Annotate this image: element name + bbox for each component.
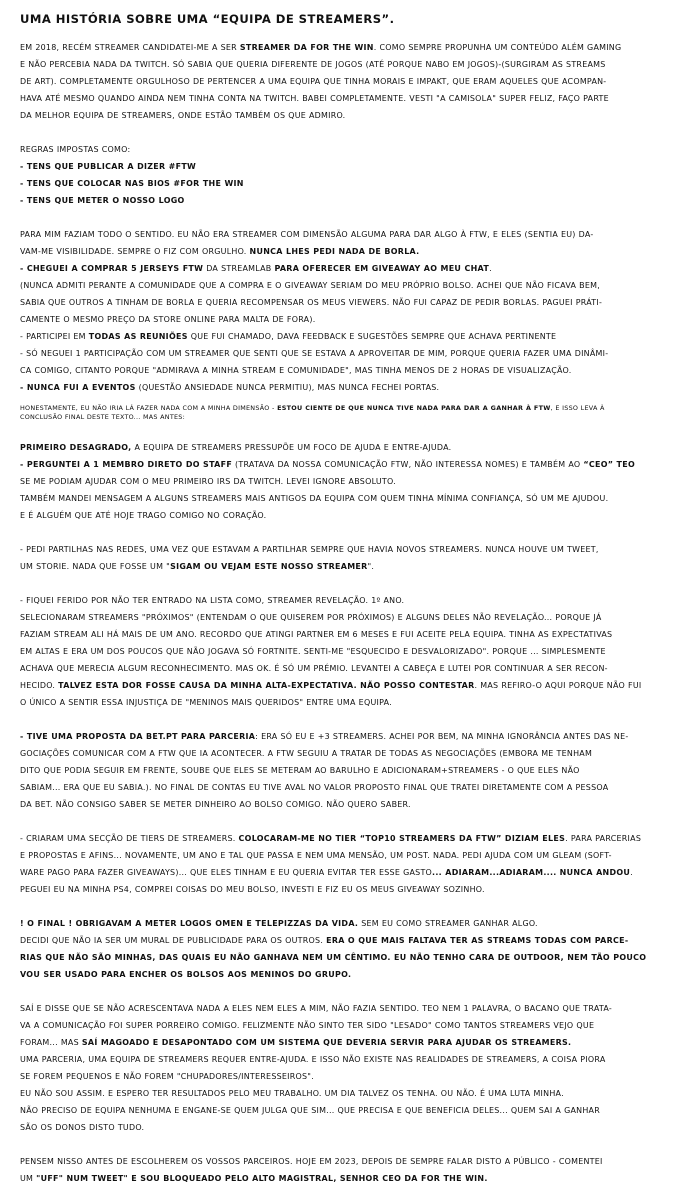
bold-text: NUNCA ANDOU: [559, 868, 631, 877]
bold-text: - TIVE UMA PROPOSTA DA BET.PT PARA PARCERIA: [20, 732, 256, 741]
paragraph: [20, 830, 657, 898]
text-segment: VAM-ME VISIBILIDADE. SEMPRE O FIZ COM ORGULHO.: [20, 247, 250, 256]
text-line: [20, 558, 657, 575]
text-line: [20, 294, 657, 311]
text-segment: . PARA PARCERIAS: [565, 834, 642, 843]
paragraph: [20, 541, 657, 575]
text-segment: , E ISSO LEVA À: [550, 404, 605, 412]
text-line: [20, 413, 657, 422]
paragraph-spacer: [20, 813, 657, 830]
text-line: [20, 949, 657, 966]
bold-text: ESTOU CIENTE DE QUE NUNCA TIVE NADA PARA DAR A GANHAR À FTW: [277, 404, 551, 412]
text-line: [20, 473, 657, 490]
text-line: [20, 915, 657, 932]
bold-text: TODAS AS REUNIÕES: [88, 332, 188, 341]
text-line: [20, 277, 657, 294]
text-segment: (NUNCA ADMITI PERANTE A COMUNIDADE QUE A COMPRA E O GIVEAWAY SERIAM DO MEU PRÓPRIO BOLSO. ACHEI QUE NÃO FICAVA BEM,: [20, 281, 601, 290]
text-line: [20, 779, 657, 796]
text-segment: HONESTAMENTE, EU NÃO IRIA LÁ FAZER NADA COM A MINHA DIMENSÃO -: [20, 404, 278, 412]
text-segment: - PEDI PARTILHAS NAS REDES, UMA VEZ QUE ESTAVAM A PARTILHAR SEMPRE QUE HAVIA NOVOS STREAMERS. NUNCA HOUVE UM TWEET,: [20, 545, 599, 554]
text-line: [20, 1068, 657, 1085]
text-line: [20, 677, 657, 694]
bold-text: RIAS QUE NÃO SÃO MINHAS, DAS QUAIS EU NÃO GANHAVA NEM UM CÊNTIMO. EU NÃO TENHO CARA DE OUTDOOR, NEM TÃO POUCO: [20, 953, 647, 962]
text-line: [20, 762, 657, 779]
text-segment: REGRAS IMPOSTAS COMO:: [20, 145, 131, 154]
text-line: [20, 107, 657, 124]
text-segment: . COMO SEMPRE PROPUNHA UM CONTEÚDO ALÉM GAMING: [373, 43, 622, 52]
text-line: [20, 1085, 657, 1102]
text-line: [20, 192, 657, 209]
paragraph-spacer: [20, 422, 657, 439]
text-segment: - SÓ NEGUEI 1 PARTICIPAÇÃO COM UM STREAMER QUE SENTI QUE SE ESTAVA A APROVEITAR DE MIM, PORQUE QUERIA FAZER UMA DINÂMI-: [20, 349, 609, 358]
text-line: [20, 643, 657, 660]
paragraph: [20, 141, 657, 209]
bold-text: - TENS QUE PUBLICAR A DIZER #FTW: [20, 162, 197, 171]
text-line: [20, 1170, 657, 1187]
text-line: [20, 362, 657, 379]
text-segment: CONCLUSÃO FINAL DESTE TEXTO... MAS ANTES:: [20, 413, 185, 421]
paragraph: [20, 915, 657, 983]
bold-text: NUNCA LHES PEDI NADA DE BORLA.: [249, 247, 420, 256]
text-line: [20, 541, 657, 558]
paragraph: [20, 1000, 657, 1136]
bold-text: ERA O QUE MAIS FALTAVA TER AS STREAMS TODAS COM PARCE-: [326, 936, 629, 945]
text-line: [20, 141, 657, 158]
paragraph-spacer: [20, 898, 657, 915]
text-line: [20, 56, 657, 73]
text-line: [20, 73, 657, 90]
text-line: [20, 243, 657, 260]
text-line: [20, 626, 657, 643]
text-segment: EM 2018, RECÉM STREAMER CANDIDATEI-ME A SER: [20, 43, 240, 52]
text-segment: WARE PAGO PARA FAZER GIVEAWAYS)... QUE ELES TINHAM E EU QUERIA EVITAR TER ESSE GASTO: [20, 868, 433, 877]
text-segment: HECIDO.: [20, 681, 59, 690]
text-segment: SE FOREM PEQUENOS E NÃO FOREM "CHUPADORES/INTERESSEIROS".: [20, 1072, 314, 1081]
text-line: [20, 226, 657, 243]
text-line: [20, 660, 657, 677]
text-segment: EU NÃO SOU ASSIM. E ESPERO TER RESULTADOS PELO MEU TRABALHO. UM DIA TALVEZ OS TENHA. OU NÃO. É UMA LUTA MINHA.: [20, 1089, 564, 1098]
bold-text: - TENS QUE COLOCAR NAS BIOS #FOR THE WIN: [20, 179, 244, 188]
text-line: [20, 328, 657, 345]
text-segment: FORAM... MAS: [20, 1038, 82, 1047]
text-line: [20, 728, 657, 745]
bold-text: - PERGUNTEI A 1 MEMBRO DIRETO DO STAFF: [20, 460, 233, 469]
text-line: [20, 966, 657, 983]
text-line: [20, 694, 657, 711]
text-segment: UM: [20, 1174, 37, 1183]
text-segment: DE ART). COMPLETAMENTE ORGULHOSO DE PERTENCER A UMA EQUIPA QUE TINHA MORAIS E IMPAKT, QUE ERAM AQUELES QUE ACOMPAN-: [20, 77, 607, 86]
text-segment: PARA MIM FAZIAM TODO O SENTIDO. EU NÃO ERA STREAMER COM DIMENSÃO ALGUMA PARA DAR ALGO À FTW, E ELES (SENTIA EU) DA-: [20, 230, 594, 239]
paragraph: [20, 39, 657, 124]
text-line: [20, 864, 657, 881]
text-line: [20, 847, 657, 864]
text-line: [20, 796, 657, 813]
text-line: [20, 1034, 657, 1051]
text-line: [20, 507, 657, 524]
document-title: UMA HISTÓRIA SOBRE UMA “EQUIPA DE STREAMERS”.: [20, 12, 395, 26]
text-line: [20, 1119, 657, 1136]
text-line: [20, 39, 657, 56]
bold-text: SIGAM OU VEJAM ESTE NOSSO STREAMER: [170, 562, 368, 571]
text-line: [20, 1153, 657, 1170]
text-segment: .: [630, 868, 633, 877]
text-line: [20, 345, 657, 362]
text-segment: SEM EU COMO STREAMER GANHAR ALGO.: [358, 919, 538, 928]
bold-text: PRIMEIRO DESAGRADO,: [20, 443, 132, 452]
text-segment: ".: [367, 562, 375, 571]
text-line: [20, 1000, 657, 1017]
text-segment: (TRATAVA DA NOSSA COMUNICAÇÃO FTW, NÃO INTERESSA NOMES) E TAMBÉM AO: [232, 460, 584, 469]
text-line: [20, 379, 657, 396]
text-line: [20, 609, 657, 626]
text-line: [20, 490, 657, 507]
text-segment: DA BET. NÃO CONSIGO SABER SE METER DINHEIRO AO BOLSO COMIGO. NÃO QUERO SABER.: [20, 800, 411, 809]
text-segment: . MAS REFIRO-O AQUI PORQUE NÃO FUI: [474, 681, 642, 690]
text-segment: DA STREAMLAB: [203, 264, 275, 273]
bold-text: SAÍ MAGOADO E DESAPONTADO COM UM SISTEMA QUE DEVERIA SERVIR PARA AJUDAR OS STREAMERS.: [81, 1038, 572, 1047]
text-segment: VA A COMUNICAÇÃO FOI SUPER PORREIRO COMIGO. FELIZMENTE NÃO SINTO TER SIDO "LESADO" COMO TANTOS STREAMERS VEJO QUE: [20, 1021, 595, 1030]
bold-text: ! O FINAL ! OBRIGAVAM A METER LOGOS OMEN E TELEPIZZAS DA VIDA.: [20, 919, 359, 928]
paragraph: [20, 592, 657, 711]
paragraph: [20, 1153, 657, 1187]
paragraph-spacer: [20, 983, 657, 1000]
text-line: [20, 1102, 657, 1119]
text-segment: SE ME PODIAM AJUDAR COM O MEU PRIMEIRO IRS DA TWITCH. LEVEI IGNORE ABSOLUTO.: [20, 477, 396, 486]
paragraph: [20, 439, 657, 524]
text-line: [20, 1017, 657, 1034]
text-segment: - CRIARAM UMA SECÇÃO DE TIERS DE STREAMERS.: [20, 834, 239, 843]
text-segment: O ÚNICO A SENTIR ESSA INJUSTIÇA DE "MENINOS MAIS QUERIDOS" ENTRE UMA EQUIPA.: [20, 698, 392, 707]
text-line: [20, 456, 657, 473]
text-line: [20, 1051, 657, 1068]
text-segment: CA COMIGO, CITANTO PORQUE "ADMIRAVA A MINHA STREAM E COMUNIDADE", MAS TINHA MENOS DE 2 HORAS DE VISUALIZAÇÃO.: [20, 366, 572, 375]
text-segment: EM ALTAS E ERA UM DOS POUCOS QUE NÃO JOGAVA SÓ FORTNITE. SENTI-ME "ESQUECIDO E DESVALORIZADO". PORQUE ... SIMPLESMENTE: [20, 647, 606, 656]
text-segment: HAVA ATÉ MESMO QUANDO AINDA NEM TINHA CONTA NA TWITCH. BABEI COMPLETAMENTE. VESTI "A CAMISOLA" SUPER FELIZ, FAÇO PARTE: [20, 94, 609, 103]
text-line: [20, 439, 657, 456]
text-line: [20, 404, 657, 413]
bold-text: COLOCARAM-ME NO TIER “TOP10 STREAMERS DA FTW” DIZIAM ELES: [238, 834, 566, 843]
paragraph: [20, 226, 657, 396]
text-segment: A EQUIPA DE STREAMERS PRESSUPÕE UM FOCO DE AJUDA E ENTRE-AJUDA.: [131, 443, 452, 452]
text-segment: .: [489, 264, 492, 273]
small-note-paragraph: [20, 404, 657, 422]
text-line: [20, 932, 657, 949]
text-line: [20, 830, 657, 847]
text-segment: ACHAVA QUE MERECIA ALGUM RECONHECIMENTO. MAS OK. É SÓ UM PRÉMIO. LEVANTEI A CABEÇA E LUTEI POR CONTINUAR A SER RECON-: [20, 664, 608, 673]
bold-text: - CHEGUEI A COMPRAR 5 JERSEYS FTW: [20, 264, 204, 273]
bold-text: “CEO” TEO: [583, 460, 636, 469]
paragraph-spacer: [20, 124, 657, 141]
text-segment: - FIQUEI FERIDO POR NÃO TER ENTRADO NA LISTA COMO, STREAMER REVELAÇÃO. 1º ANO.: [20, 596, 405, 605]
text-line: [20, 158, 657, 175]
paragraph-spacer: [20, 1136, 657, 1153]
text-segment: E É ALGUÉM QUE ATÉ HOJE TRAGO COMIGO NO CORAÇÃO.: [20, 511, 267, 520]
text-segment: DA MELHOR EQUIPA DE STREAMERS, ONDE ESTÃO TAMBÉM OS QUE ADMIRO.: [20, 111, 346, 120]
text-segment: UM STORIE. NADA QUE FOSSE UM ": [20, 562, 171, 571]
paragraph-spacer: [20, 396, 657, 404]
bold-text: "UFF" NUM TWEET" E SOU BLOQUEADO PELO ALTO MAGISTRAL, SENHOR CEO DA FOR THE WIN.: [36, 1174, 488, 1183]
text-line: [20, 175, 657, 192]
text-line: [20, 90, 657, 107]
text-segment: SAÍ E DISSE QUE SE NÃO ACRESCENTAVA NADA A ELES NEM ELES A MIM, NÃO FAZIA SENTIDO. TEO NEM 1 PALAVRA, O BACANO QUE TRATA-: [20, 1004, 612, 1013]
paragraph: [20, 728, 657, 813]
text-line: [20, 260, 657, 277]
bold-text: STREAMER DA FOR THE WIN: [239, 43, 374, 52]
bold-text: - TENS QUE METER O NOSSO LOGO: [20, 196, 185, 205]
document-body: [20, 39, 657, 1187]
text-line: [20, 745, 657, 762]
bold-text: VOU SER USADO PARA ENCHER OS BOLSOS AOS MENINOS DO GRUPO.: [20, 970, 352, 979]
text-segment: CAMENTE O MESMO PREÇO DA STORE ONLINE PARA MALTA DE FORA).: [20, 315, 316, 324]
text-segment: NÃO PRECISO DE EQUIPA NENHUMA E ENGANE-SE QUEM JULGA QUE SIM... QUE PRECISA E QUE BENEFICIA DELES... QUEM SAI A GANHAR: [20, 1106, 601, 1115]
bold-text: - NUNCA FUI A EVENTOS: [20, 383, 136, 392]
paragraph-spacer: [20, 209, 657, 226]
text-segment: DITO QUE PODIA SEGUIR EM FRENTE, SOUBE QUE ELES SE METERAM AO BARULHO E ADICIONARAM+STREAMERS - O QUE ELES NÃO: [20, 766, 580, 775]
text-segment: SABIAM... ERA QUE EU SABIA.). NO FINAL DE CONTAS EU TIVE AVAL NO VALOR PROPOSTO FINAL QUE TRATEI DIRETAMENTE COM A PESSOA: [20, 783, 609, 792]
text-line: [20, 592, 657, 609]
paragraph-spacer: [20, 711, 657, 728]
text-segment: E PROPOSTAS E AFINS... NOVAMENTE, UM ANO E TAL QUE PASSA E NEM UMA MENSÃO, UM POST. NADA. PEDI AJUDA COM UM GLEAM (SOFT-: [20, 851, 612, 860]
bold-text: PARA OFERECER EM GIVEAWAY AO MEU CHAT: [274, 264, 490, 273]
bold-text: ... ADIARAM...ADIARAM....: [432, 868, 557, 877]
text-segment: QUE FUI CHAMADO, DAVA FEEDBACK E SUGESTÕES SEMPRE QUE ACHAVA PERTINENTE: [187, 332, 557, 341]
text-segment: PENSEM NISSO ANTES DE ESCOLHEREM OS VOSSOS PARCEIROS. HOJE EM 2023, DEPOIS DE SEMPRE FALAR DISTO A PÚBLICO - COMENTEI: [20, 1157, 603, 1166]
text-line: [20, 311, 657, 328]
text-segment: SELECIONARAM STREAMERS "PRÓXIMOS" (ENTENDAM O QUE QUISEREM POR PRÓXIMOS) E ALGUNS DELES NÃO REVELAÇÃO... PORQUE JÁ: [20, 613, 602, 622]
text-line: [20, 881, 657, 898]
bold-text: TALVEZ ESTA DOR FOSSE CAUSA DA MINHA ALTA-EXPECTATIVA. NÃO POSSO CONTESTAR: [58, 681, 475, 690]
text-segment: GOCIAÇÕES COMUNICAR COM A FTW QUE IA ACONTECER. A FTW SEGUIU A TRATAR DE TODAS AS NEGOCIAÇÕES (EMBORA ME TENHAM: [20, 749, 593, 758]
paragraph-spacer: [20, 524, 657, 541]
paragraph-spacer: [20, 575, 657, 592]
text-segment: - PARTICIPEI EM: [20, 332, 89, 341]
text-segment: : ERA SÓ EU E +3 STREAMERS. ACHEI POR BEM, NA MINHA IGNORÂNCIA ANTES DAS NE-: [255, 732, 629, 741]
text-segment: E NÃO PERCEBIA NADA DA TWITCH. SÓ SABIA QUE QUERIA DIFERENTE DE JOGOS (ATÉ PORQUE NABO EM JOGOS)-(SURGIRAM AS STREAMS: [20, 60, 606, 69]
text-segment: TAMBÉM MANDEI MENSAGEM A ALGUNS STREAMERS MAIS ANTIGOS DA EQUIPA COM QUEM TINHA MÍNIMA CONFIANÇA, SÓ UM ME AJUDOU.: [20, 494, 609, 503]
text-segment: PEGUEI EU NA MINHA PS4, COMPREI COISAS DO MEU BOLSO, INVESTI E FIZ EU OS MEUS GIVEAWAY SOZINHO.: [20, 885, 485, 894]
text-segment: (QUESTÃO ANSIEDADE NUNCA PERMITIU), MAS NUNCA FECHEI PORTAS.: [135, 383, 440, 392]
text-segment: UMA PARCERIA, UMA EQUIPA DE STREAMERS REQUER ENTRE-AJUDA. E ISSO NÃO EXISTE NAS REALIDADES DE STREAMERS, A COISA PIORA: [20, 1055, 606, 1064]
text-segment: FAZIAM STREAM ALI HÁ MAIS DE UM ANO. RECORDO QUE ATINGI PARTNER EM 6 MESES E FUI ACEITE PELA EQUIPA. TINHA AS EXPECTATIVAS: [20, 630, 613, 639]
text-segment: DECIDI QUE NÃO IA SER UM MURAL DE PUBLICIDADE PARA OS OUTROS.: [20, 936, 327, 945]
text-segment: SABIA QUE OUTROS A TINHAM DE BORLA E QUERIA RECOMPENSAR OS MEUS VIEWERS. NÃO FUI CAPAZ DE PEDIR BORLAS. PAGUEI PRÁTI-: [20, 298, 603, 307]
text-segment: SÃO OS DONOS DISTO TUDO.: [20, 1123, 145, 1132]
